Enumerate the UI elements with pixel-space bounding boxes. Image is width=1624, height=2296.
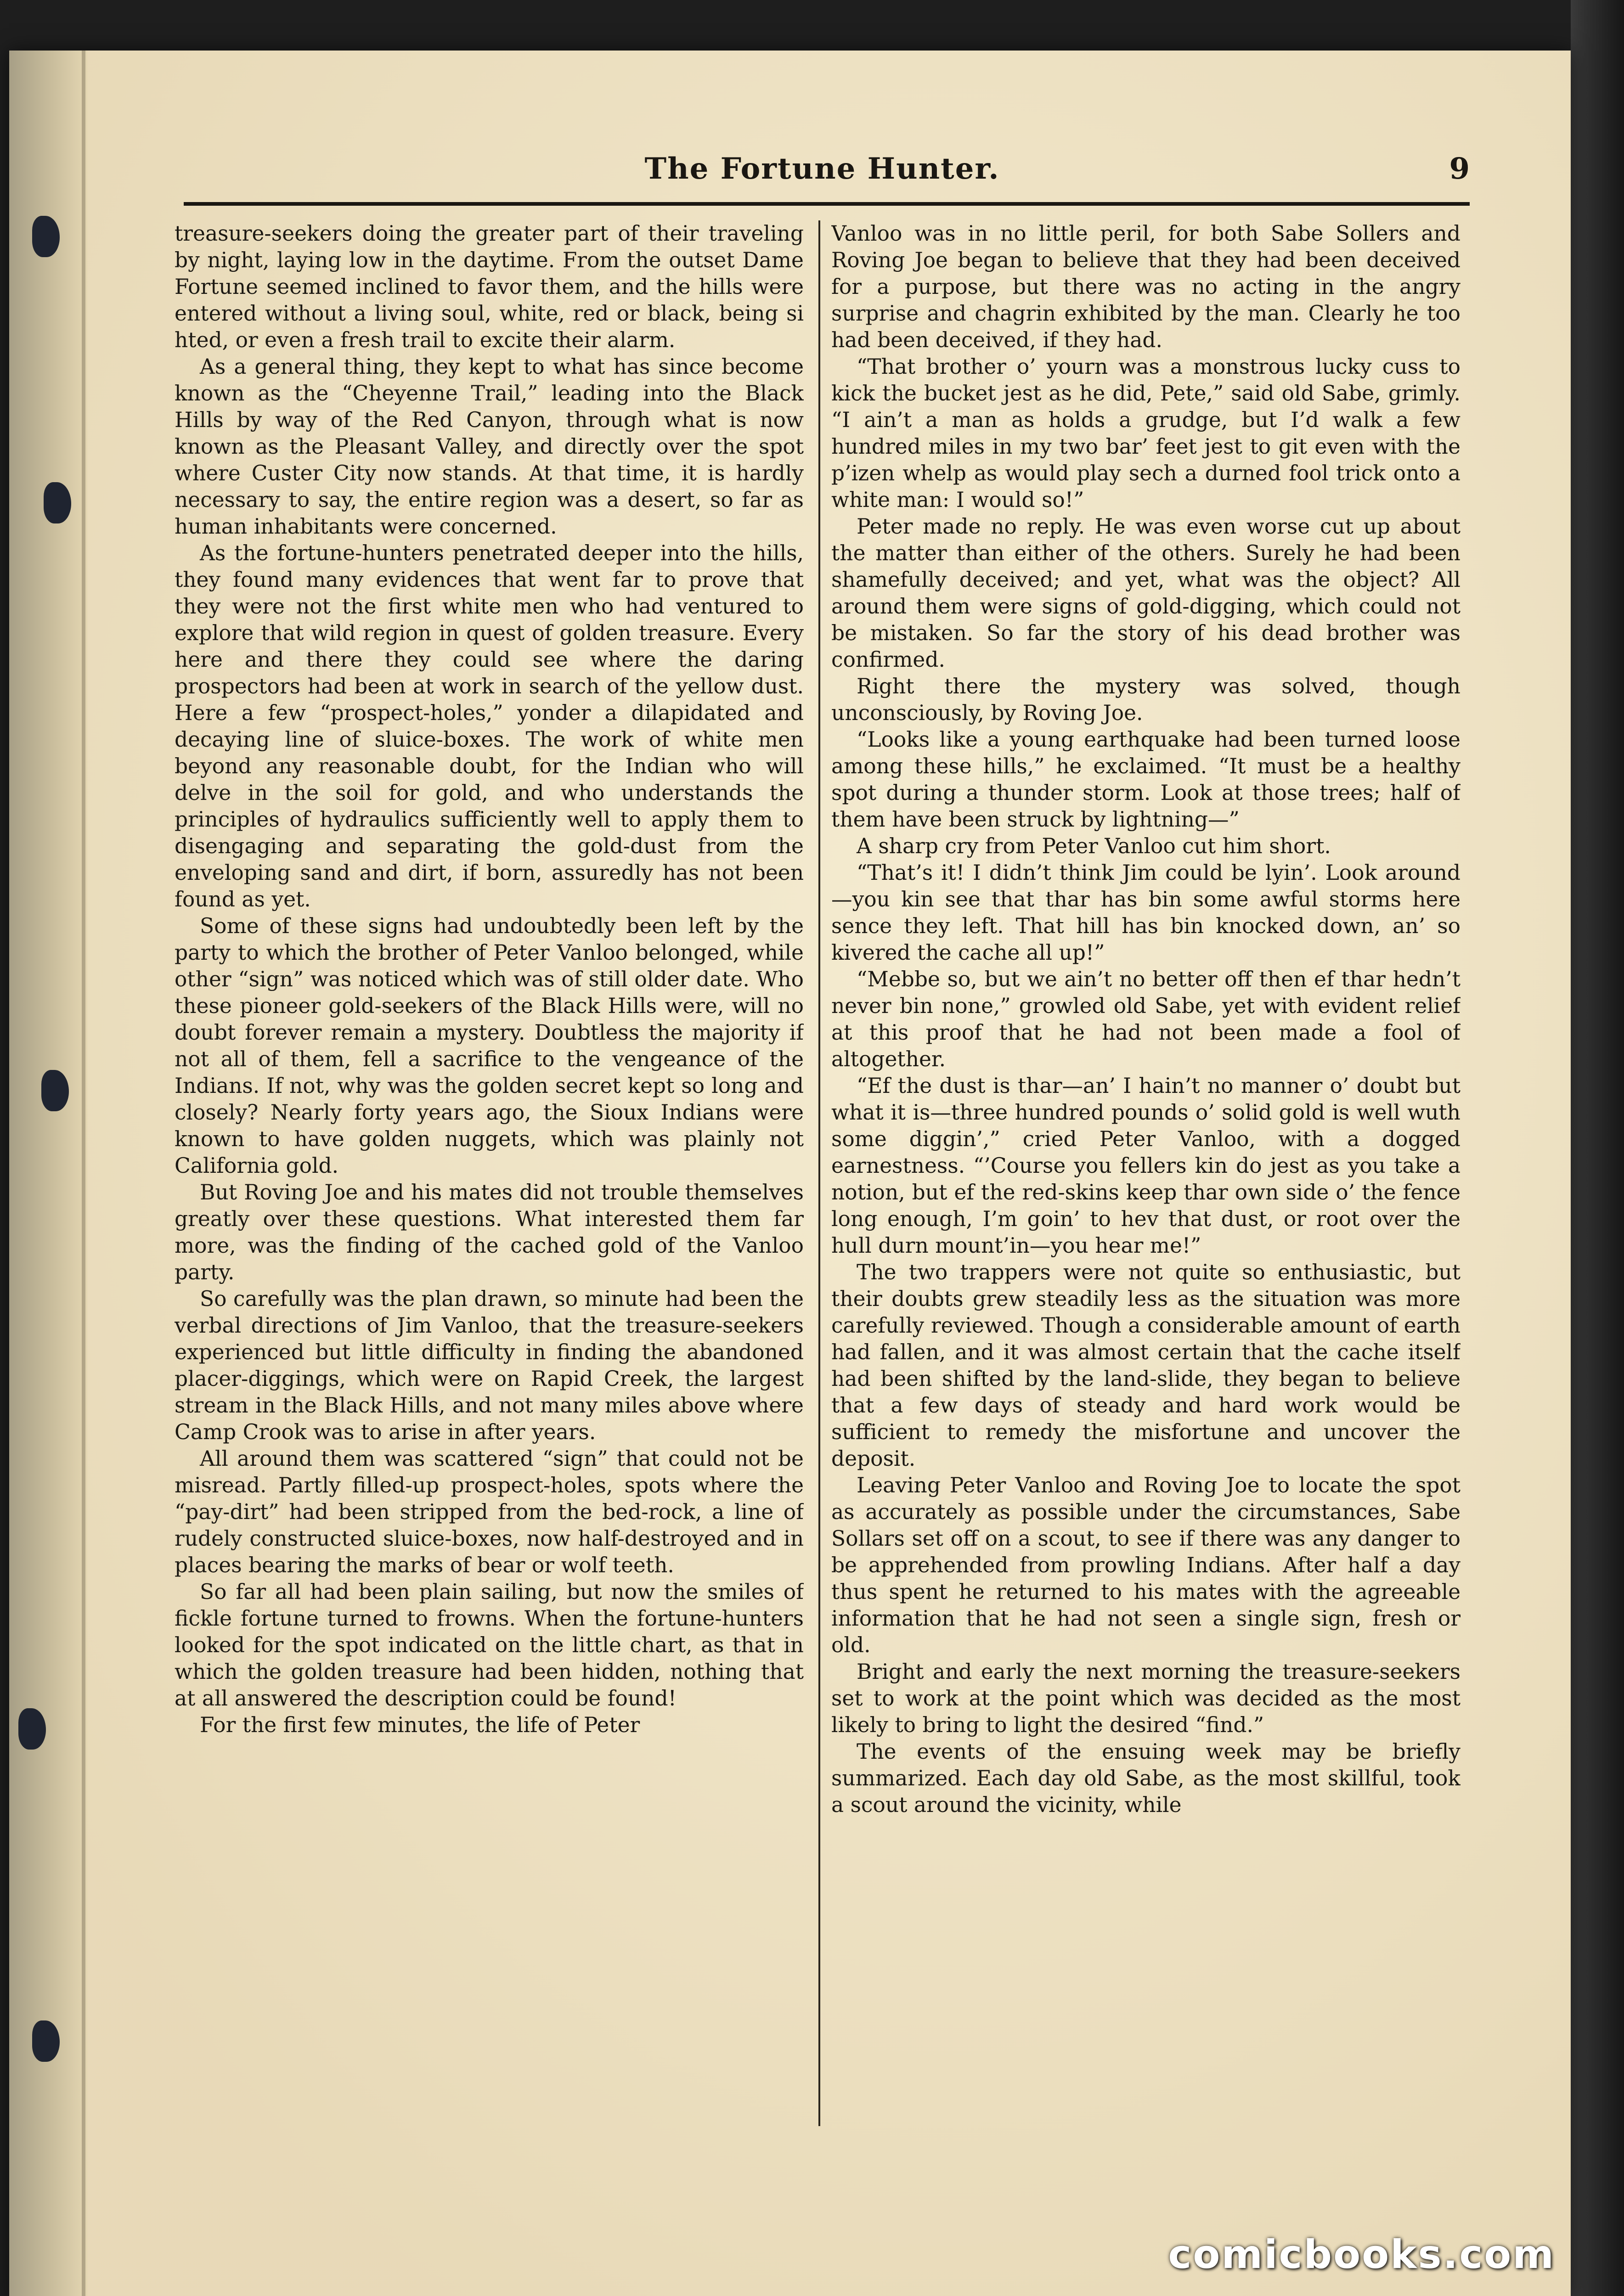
- binding-fold: [82, 51, 85, 2296]
- paragraph: Bright and early the next morning the treasure-seekers set to work at the point which was decided as the most likely to bring to light the desired “find.”: [831, 1660, 1460, 1737]
- header-rule: [184, 202, 1470, 206]
- paragraph: So far all had been plain sailing, but now the smiles of fickle fortune turned to frowns. When the fortune-hunters looked for the spot indicated on the little chart, as that in which the golden treasure had been hidden, nothing that at all answered the description could be found!: [175, 1580, 804, 1711]
- paragraph: Right there the mystery was solved, though unconsciously, by Roving Joe.: [831, 674, 1460, 725]
- scan-right-edge: [1571, 0, 1624, 2296]
- paragraph: “That brother o’ yourn was a monstrous lucky cuss to kick the bucket jest as he did, Pete,” said old Sabe, grimly. “I ain’t a man as holds a grudge, but I’d walk a few hundred miles in my two bar’ feet jest to git even with the p’izen whelp as would play sech a durned fool trick onto a white man: I would so!”: [831, 355, 1460, 512]
- paragraph: Leaving Peter Vanloo and Roving Joe to locate the spot as accurately as possible under the circumstances, Sabe Sollars set off on a scout, to see if there was any danger to be apprehended from prowling Indians. After half a day thus spent he returned to his mates with the agreeable information that he had not seen a single sign, fresh or old.: [831, 1473, 1460, 1657]
- page-number: 9: [1449, 152, 1470, 186]
- running-header: [184, 152, 1470, 202]
- paragraph: “Looks like a young earthquake had been turned loose among these hills,” he exclaimed. “It must be a healthy spot during a thunder storm. Look at those trees; half of them have been struck by lightning—”: [831, 727, 1460, 832]
- paragraph: Peter made no reply. He was even worse cut up about the matter than either of the others. Surely he had been shamefully deceived; and yet, what was the object? All around them were signs of gold-digging, which could not be mistaken. So far the story of his dead brother was confirmed.: [831, 514, 1460, 672]
- binding-hole: [44, 482, 71, 523]
- paragraph: But Roving Joe and his mates did not trouble themselves greatly over these questions. What interested them far more, was the finding of the cached gold of the Vanloo party.: [175, 1180, 804, 1284]
- paragraph: Some of these signs had undoubtedly been left by the party to which the brother of Peter Vanloo belonged, while other “sign” was noticed which was of still older date. Who these pioneer gold-seekers of the Black Hills were, will no doubt forever remain a mystery. Doubtless the majority if not all of them, fell a sacrifice to the vengeance of the Indians. If not, why was the golden secret kept so long and closely? Nearly forty years ago, the Sioux Indians were known to have golden nuggets, which was plainly not California gold.: [175, 914, 804, 1178]
- binding-hole: [18, 1708, 46, 1750]
- left-column: [175, 220, 804, 2126]
- paragraph: So carefully was the plan drawn, so minute had been the verbal directions of Jim Vanloo, that the treasure-seekers experienced but little difficulty in finding the abandoned placer-diggings, which were on Rapid Creek, the largest stream in the Black Hills, and not many miles above where Camp Crook was to arise in after years.: [175, 1287, 804, 1444]
- paragraph: The events of the ensuing week may be briefly summarized. Each day old Sabe, as the most skillful, took a scout around the vicinity, while: [831, 1739, 1460, 1817]
- right-column: [831, 220, 1460, 2126]
- paragraph: “Mebbe so, but we ain’t no better off then ef thar hedn’t never bin none,” growled old Sabe, yet with evident relief at this proof that he had not been made a fool of altogether.: [831, 967, 1460, 1071]
- site-watermark: comicbooks.com: [1168, 2232, 1555, 2278]
- binding-hole: [41, 1070, 69, 1111]
- paragraph: As the fortune-hunters penetrated deeper into the hills, they found many evidences that went far to prove that they were not the first white men who had ventured to explore that wild region in quest of golden treasure. Every here and there they could see where the daring prospectors had been at work in search of the yellow dust. Here a few “prospect-holes,” yonder a dilapidated and decaying line of sluice-boxes. The work of white men beyond any reasonable doubt, for the Indian who will delve in the soil for gold, and who understands the principles of hydraulics sufficiently well to apply them to disengaging and separating the gold-dust from the enveloping sand and dirt, if born, assuredly has not been found as yet.: [175, 541, 804, 912]
- paragraph: As a general thing, they kept to what has since become known as the “Cheyenne Trail,” leading into the Black Hills by way of the Red Canyon, through what is now known as the Pleasant Valley, and directly over the spot where Custer City now stands. At that time, it is hardly necessary to say, the entire region was a desert, so far as human inhabitants were concerned.: [175, 355, 804, 539]
- paragraph: Vanloo was in no little peril, for both Sabe Sollers and Roving Joe began to believe that they had been deceived for a purpose, but there was no acting in the angry surprise and chagrin exhibited by the man. Clearly he too had been deceived, if they had.: [831, 221, 1460, 352]
- binding-spine: [9, 51, 87, 2296]
- paragraph: All around them was scattered “sign” that could not be misread. Partly filled-up prospect-holes, spots where the “pay-dirt” had been stripped from the bed-rock, a line of rudely constructed sluice-boxes, now half-destroyed and in places bearing the marks of bear or wolf teeth.: [175, 1446, 804, 1577]
- column-divider: [818, 220, 820, 2126]
- paragraph: The two trappers were not quite so enthusiastic, but their doubts grew steadily less as the situation was more carefully reviewed. Though a considerable amount of earth had fallen, and it was almost certain that the cache itself had been shifted by the land-slide, they began to believe that a few days of steady and hard work would be sufficient to remedy the misfortune and uncover the deposit.: [831, 1260, 1460, 1471]
- binding-hole: [32, 216, 60, 257]
- paragraph: For the first few minutes, the life of Peter: [200, 1713, 640, 1737]
- paragraph: A sharp cry from Peter Vanloo cut him short.: [857, 834, 1331, 858]
- running-title: The Fortune Hunter.: [644, 152, 1000, 186]
- paragraph: “That’s it! I didn’t think Jim could be lyin’. Look around—you kin see that thar has bin some awful storms here sence they left. That hill has bin knocked down, an’ so kivered the cache all up!”: [831, 861, 1460, 965]
- paragraph: treasure-seekers doing the greater part of their traveling by night, laying low in the daytime. From the outset Dame Fortune seemed inclined to favor them, and the hills were entered without a living soul, white, red or black, being si hted, or even a fresh trail to excite their alarm.: [175, 221, 804, 352]
- binding-hole: [32, 2020, 60, 2062]
- library-stamp: [758, 2172, 877, 2186]
- paragraph: “Ef the dust is thar—an’ I hain’t no manner o’ doubt but what it is—three hundred pounds o’ solid gold is well wuth some diggin’,” cried Peter Vanloo, with a dogged earnestness. “’Course you fellers kin do jest as you take a notion, but ef the red-skins keep thar own side o’ the fence long enough, I’m goin’ to hev that dust, or root over the hull durn mount’in—you hear me!”: [831, 1074, 1460, 1258]
